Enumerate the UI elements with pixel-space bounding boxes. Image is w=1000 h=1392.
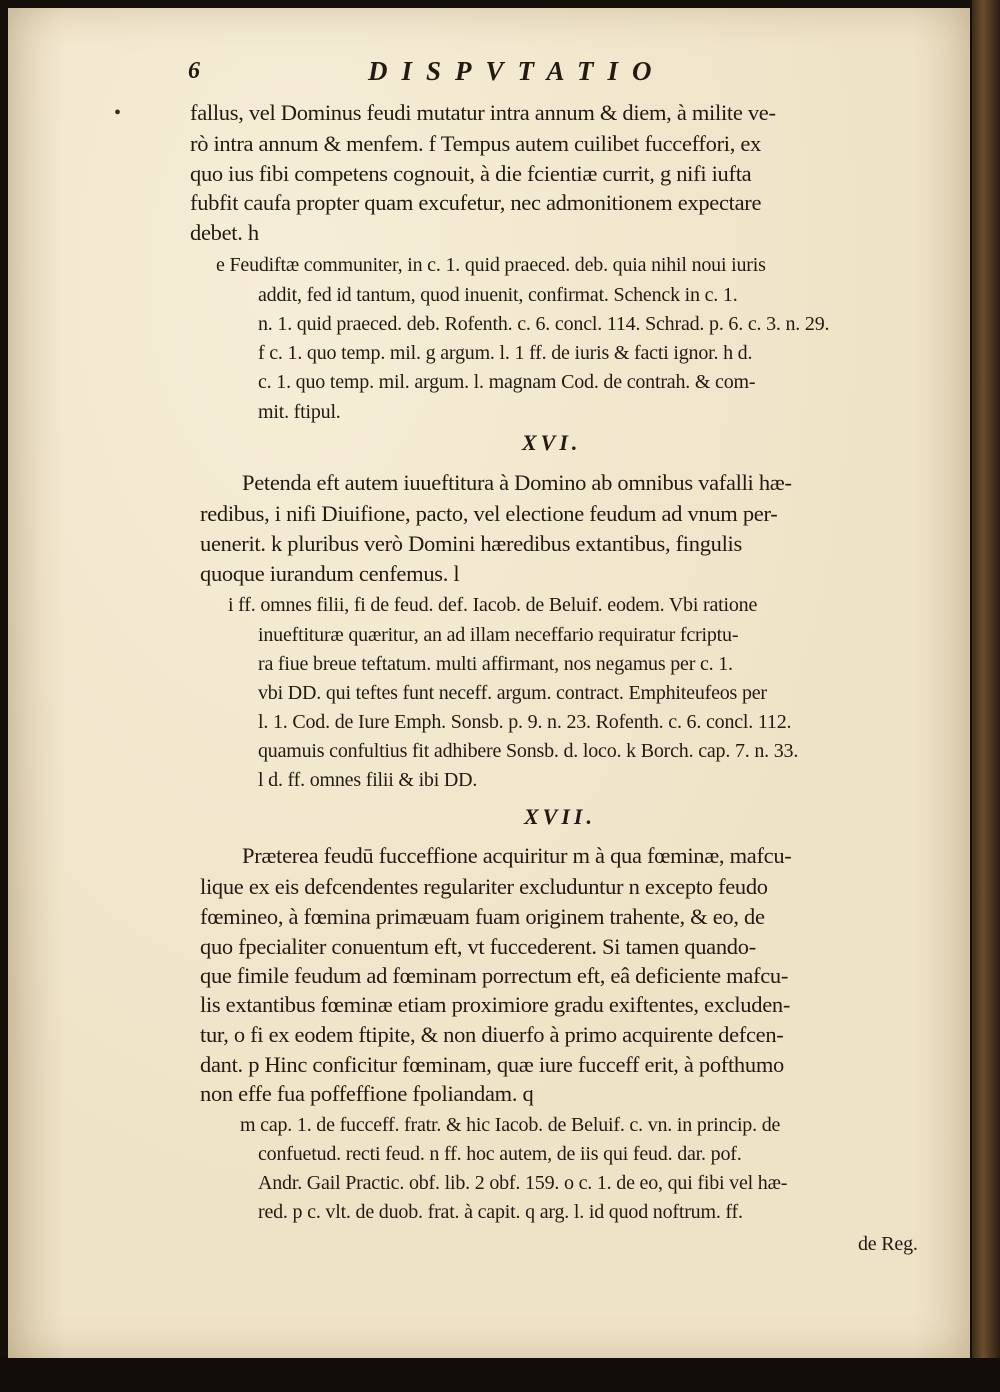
footnote-line: red. p c. vlt. de duob. frat. à capit. q arg. l. id quod noftrum. ff.: [258, 1201, 743, 1223]
running-title: DISPVTATIO: [368, 56, 666, 86]
footnote-line: de Reg.: [858, 1233, 918, 1255]
footnote-line: Andr. Gail Practic. obf. lib. 2 obf. 159. o c. 1. de eo, qui fibi vel hæ-: [258, 1172, 788, 1194]
footnote-line: mit. ftipul.: [258, 401, 341, 423]
text-line: dant. p Hinc conficitur fœminam, quæ iure fucceff erit, à pofthumo: [200, 1052, 784, 1077]
footnote-line: e Feudiftæ communiter, in c. 1. quid praeced. deb. quia nihil noui iuris: [216, 254, 766, 276]
text-line: lis extantibus fœminæ etiam proximiore gradu exiftentes, excluden-: [200, 992, 791, 1017]
footnote-line: quamuis confultius fit adhibere Sonsb. d. loco. k Borch. cap. 7. n. 33.: [258, 740, 799, 762]
scan-background: [0, 1358, 1000, 1392]
text-line: fallus, vel Dominus feudi mutatur intra annum & diem, à milite ve-: [190, 100, 776, 125]
footnote-line: l. 1. Cod. de Iure Emph. Sonsb. p. 9. n. 23. Rofenth. c. 6. concl. 112.: [258, 711, 792, 733]
margin-mark: •: [114, 102, 122, 124]
footnote-line: ra fiue breue teftatum. multi affirmant, nos negamus per c. 1.: [258, 653, 733, 675]
text-line: quo ius fibi competens cognouit, à die fcientiæ currit, g nifi iufta: [190, 161, 752, 186]
text-line: uenerit. k pluribus verò Domini hæredibus extantibus, fingulis: [200, 531, 742, 556]
text-line: redibus, i nifi Diuifione, pacto, vel electione feudum ad vnum per-: [200, 501, 778, 526]
text-line: fœmineo, à fœmina primæuam fuam originem trahente, & eo, de: [200, 904, 765, 929]
footnote-line: inueftituræ quæritur, an ad illam neceffario requiratur fcriptu-: [258, 624, 739, 646]
footnote-line: c. 1. quo temp. mil. argum. l. magnam Cod. de contrah. & com-: [258, 371, 756, 393]
text-line: fubfit caufa propter quam excufetur, nec admonitionem expectare: [190, 190, 762, 215]
footnote-line: vbi DD. qui teftes funt neceff. argum. contract. Emphiteufeos per: [258, 682, 767, 704]
footnote-line: confuetud. recti feud. n ff. hoc autem, de iis qui feud. dar. pof.: [258, 1143, 742, 1165]
text-line: debet. h: [190, 220, 259, 245]
text-line: quoque iurandum cenfemus. l: [200, 561, 460, 586]
text-line: rò intra annum & menfem. f Tempus autem cuilibet fucceffori, ex: [190, 131, 762, 156]
footnote-line: addit, fed id tantum, quod inuenit, confirmat. Schenck in c. 1.: [258, 284, 738, 306]
section-heading: XVI.: [522, 430, 582, 455]
text-line: quo fpecialiter conuentum eft, vt fuccederent. Si tamen quando-: [200, 934, 756, 959]
text-line: non effe fua poffeffione fpoliandam. q: [200, 1081, 534, 1106]
footnote-line: m cap. 1. de fucceff. fratr. & hic Iacob. de Beluif. c. vn. in princip. de: [240, 1114, 781, 1136]
footnote-line: i ff. omnes filii, fi de feud. def. Iacob. de Beluif. eodem. Vbi ratione: [228, 594, 758, 616]
footnote-line: f c. 1. quo temp. mil. g argum. l. 1 ff. de iuris & facti ignor. h d.: [258, 342, 753, 364]
footnote-line: n. 1. quid praeced. deb. Rofenth. c. 6. concl. 114. Schrad. p. 6. c. 3. n. 29.: [258, 313, 830, 335]
text-line: lique ex eis defcendentes regulariter excluduntur n excepto feudo: [200, 874, 768, 899]
text-line: tur, o fi ex eodem ftipite, & non diuerfo à primo acquirente defcen-: [200, 1022, 784, 1047]
footnote-line: l d. ff. omnes filii & ibi DD.: [258, 769, 478, 791]
text-line: que fimile feudum ad fœminam porrectum eft, eâ deficiente mafcu-: [200, 963, 789, 988]
book-edge: [972, 0, 1000, 1392]
text-line: Præterea feudū fucceffione acquiritur m à qua fœminæ, mafcu-: [242, 843, 792, 868]
page-number: 6: [188, 58, 200, 84]
text-line: Petenda eft autem iuueftitura à Domino ab omnibus vafalli hæ-: [242, 470, 792, 495]
section-heading: XVII.: [524, 804, 596, 829]
